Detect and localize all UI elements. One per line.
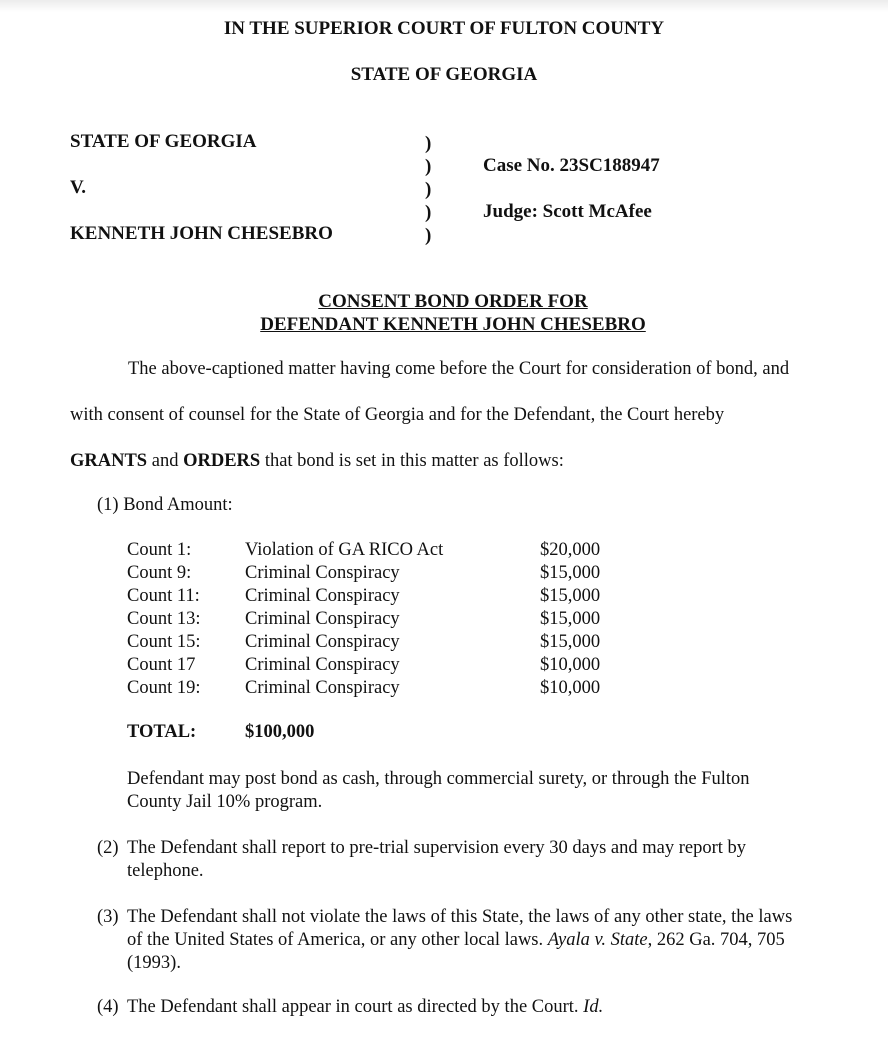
caption-paren-5: ) <box>425 225 432 246</box>
bond-row-count: Count 13: <box>127 609 201 629</box>
page-top-shadow <box>0 0 888 12</box>
bond-row-charge: Criminal Conspiracy <box>245 563 400 583</box>
bond-row-amount: $10,000 <box>540 655 601 675</box>
condition-3-line-3: (1993). <box>127 953 181 973</box>
condition-4-line <box>127 997 603 1018</box>
caption-versus: V. <box>70 177 87 198</box>
post-note-line-2: County Jail 10% program. <box>127 792 323 812</box>
condition-3-text-a: of the United States of America, or any other local laws. <box>127 930 548 950</box>
condition-3-text-b: , 262 Ga. 704, 705 <box>647 930 785 950</box>
bond-row-count: Count 9: <box>127 563 192 583</box>
bond-row-amount: $15,000 <box>540 563 601 583</box>
grants-word: GRANTS <box>70 451 148 471</box>
condition-2-number: (2) <box>97 838 119 858</box>
total-label: TOTAL: <box>127 722 197 742</box>
orders-word: ORDERS <box>183 451 261 471</box>
total-value: $100,000 <box>245 722 315 742</box>
caption-paren-1: ) <box>425 133 432 154</box>
caption-paren-2: ) <box>425 156 432 177</box>
bond-row-charge: Criminal Conspiracy <box>245 655 400 675</box>
bond-row-charge: Criminal Conspiracy <box>245 586 400 606</box>
bond-row-count: Count 19: <box>127 678 201 698</box>
judge-name: Judge: Scott McAfee <box>483 201 652 222</box>
condition-2-line-1: The Defendant shall report to pre-trial supervision every 30 days and may report by <box>127 838 747 858</box>
bond-row-charge: Criminal Conspiracy <box>245 632 400 652</box>
bond-row-count: Count 11: <box>127 586 200 606</box>
condition-4-text: The Defendant shall appear in court as directed by the Court. <box>127 997 584 1017</box>
bond-amount-heading: (1) Bond Amount: <box>97 495 233 515</box>
bond-row-count: Count 15: <box>127 632 201 652</box>
post-note-line-1: Defendant may post bond as cash, through commercial surety, or through the Fulton <box>127 769 750 789</box>
bond-row-amount: $15,000 <box>540 609 601 629</box>
and-word: and <box>147 451 184 471</box>
order-title-line-2: DEFENDANT KENNETH JOHN CHESEBRO <box>260 314 646 335</box>
condition-4-number: (4) <box>97 997 119 1017</box>
caption-defendant: KENNETH JOHN CHESEBRO <box>70 223 333 244</box>
bond-row-amount: $10,000 <box>540 678 601 698</box>
bond-row-charge: Criminal Conspiracy <box>245 609 400 629</box>
intro-line-3 <box>70 451 564 472</box>
intro-line-2: with consent of counsel for the State of Georgia and for the Defendant, the Court hereby <box>70 405 725 425</box>
condition-2-line-2: telephone. <box>127 861 204 881</box>
ayala-case-citation: Ayala v. State <box>547 930 648 950</box>
bond-row-charge: Criminal Conspiracy <box>245 678 400 698</box>
court-heading: IN THE SUPERIOR COURT OF FULTON COUNTY <box>223 18 665 39</box>
bond-row-amount: $20,000 <box>540 540 601 560</box>
order-title-line-1: CONSENT BOND ORDER FOR <box>318 291 588 312</box>
caption-paren-3: ) <box>425 179 432 200</box>
caption-paren-4: ) <box>425 202 432 223</box>
condition-3-number: (3) <box>97 907 119 927</box>
bond-row-amount: $15,000 <box>540 632 601 652</box>
condition-3-line-2 <box>127 930 785 951</box>
bond-row-charge: Violation of GA RICO Act <box>245 540 444 560</box>
condition-3-line-1: The Defendant shall not violate the laws of this State, the laws of any other state, the laws <box>127 907 793 927</box>
bond-row-count: Count 1: <box>127 540 192 560</box>
case-number: Case No. 23SC188947 <box>483 155 660 176</box>
bond-row-amount: $15,000 <box>540 586 601 606</box>
id-citation: Id. <box>583 997 604 1017</box>
state-heading: STATE OF GEORGIA <box>350 64 538 85</box>
bond-row-count: Count 17 <box>127 655 196 675</box>
caption-plaintiff: STATE OF GEORGIA <box>70 131 257 152</box>
intro-line-1: The above-captioned matter having come before the Court for consideration of bond, and <box>128 359 790 379</box>
intro-rest: that bond is set in this matter as follows: <box>260 451 564 471</box>
